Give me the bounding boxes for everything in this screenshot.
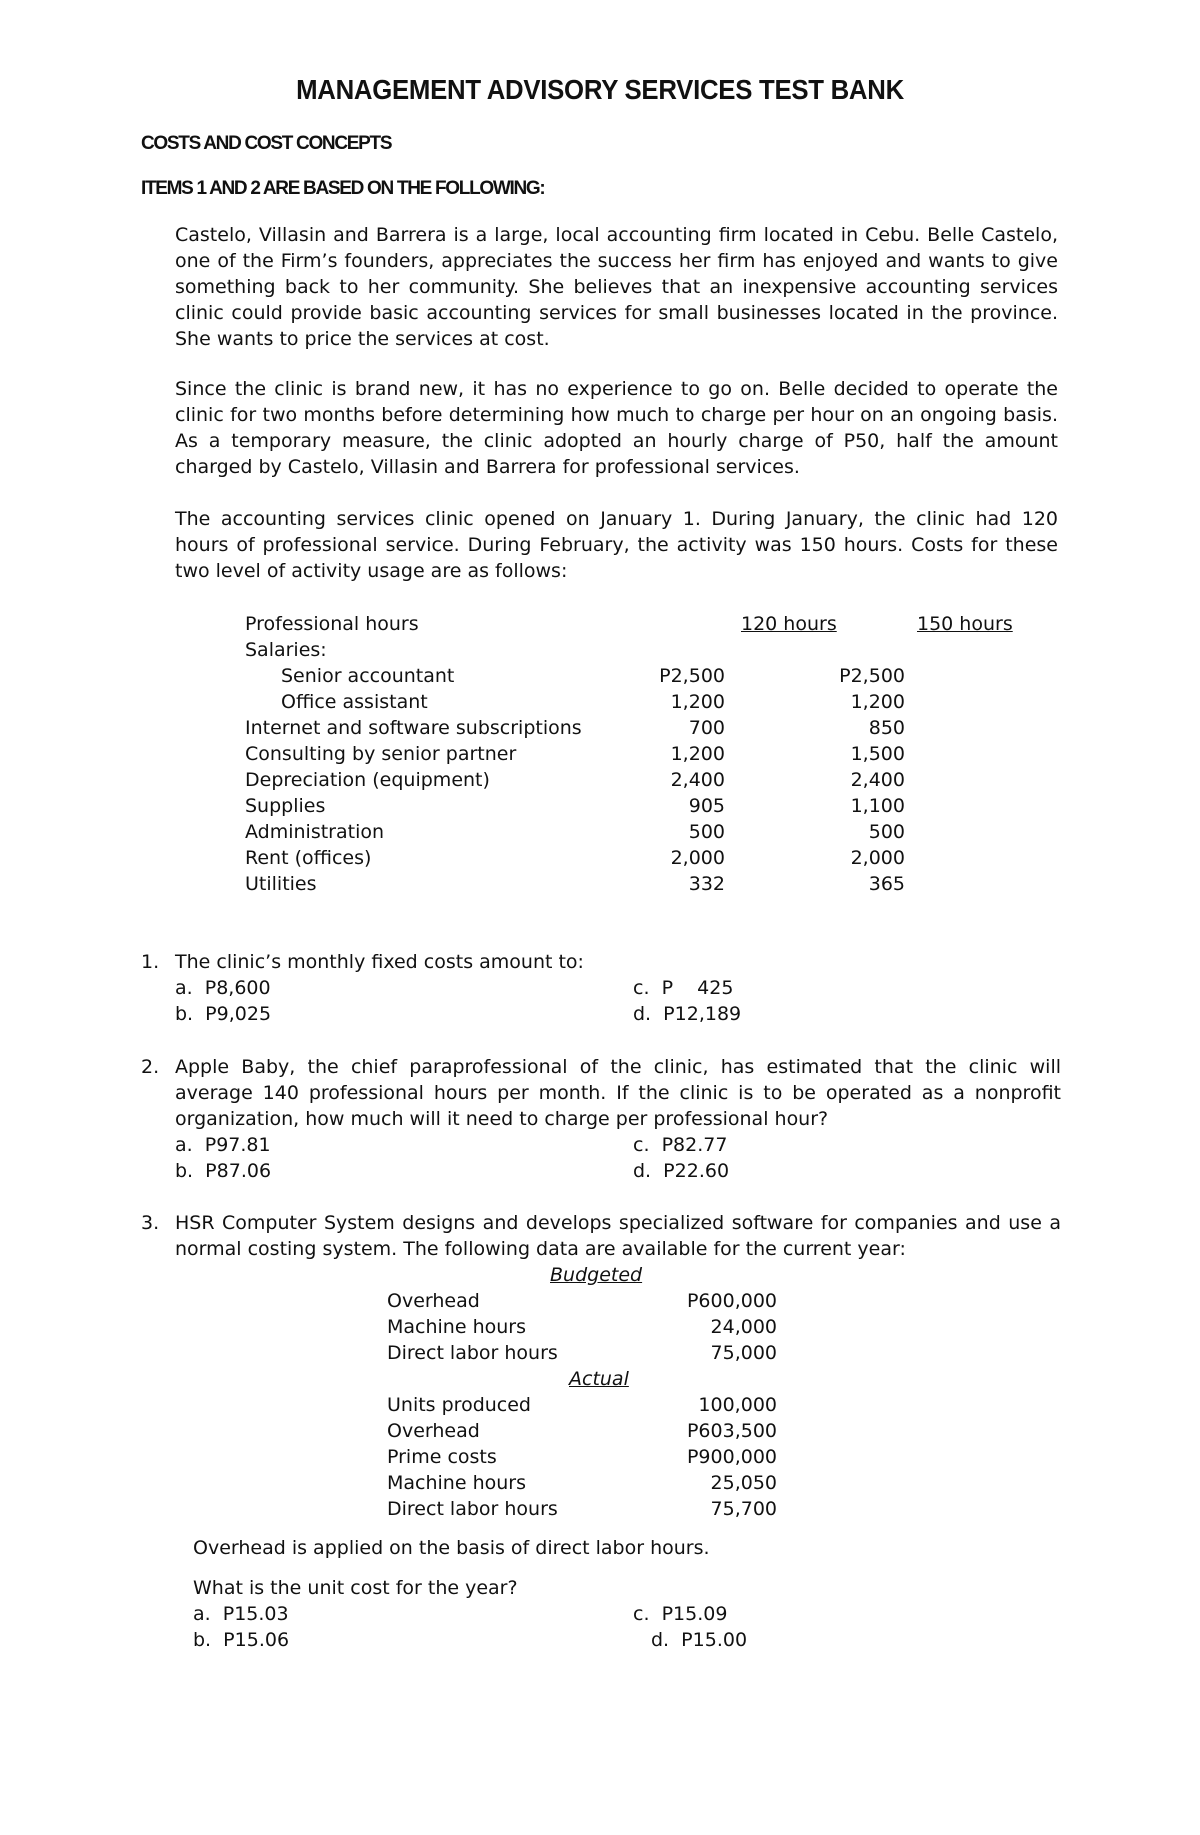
row-value-120: 905 [688,795,725,817]
row-value-120: 2,400 [670,769,725,791]
budgeted-table [387,1288,787,1366]
row-value-120: 1,200 [670,743,725,765]
row-value-150: P2,500 [839,665,905,687]
row-label: Overhead [387,1290,480,1312]
option-a: a. P15.03 [193,1603,289,1625]
row-value-120: 332 [688,873,725,895]
answer-options [193,1601,893,1653]
row-value-150: 1,100 [850,795,905,817]
row-value: 24,000 [710,1316,777,1338]
row-label: Overhead [387,1420,480,1442]
paragraph-1: Castelo, Villasin and Barrera is a large, local accounting firm located in Cebu. Belle Castelo, one of the Firm’s founders, appreciates the success her firm has enjoyed and wants to give something back to her community. She believes that an inexpensive accounting services clinic could provide basic accounting services for small businesses located in the province. She wants to price the services at cost. [175,224,1058,350]
table-row [245,845,1025,871]
table-row [245,689,1025,715]
question-number: 2. [141,1056,160,1078]
option-c: c. P15.09 [633,1603,728,1625]
option-b: b. P15.06 [193,1629,290,1651]
option-c: c. P 425 [633,977,734,999]
question-stem: Apple Baby, the chief paraprofessional of the clinic, has estimated that the clinic will average 140 professional hours per month. If the clinic is to be operated as a nonprofit organization, how much will it need to charge per professional hour? [175,1056,1061,1130]
salaries-label: Salaries: [245,639,327,661]
table-row [245,793,1025,819]
question-number: 1. [141,951,160,973]
row-label: Machine hours [387,1316,526,1338]
items-intro-heading: ITEMS 1 AND 2 ARE BASED ON THE FOLLOWING: [141,178,545,199]
table-row [245,819,1025,845]
row-label: Rent (offices) [245,847,372,869]
table-row [245,715,1025,741]
table-row [245,871,1025,897]
paragraph-2: Since the clinic is brand new, it has no experience to go on. Belle decided to operate the clinic for two months before determining how much to charge per hour on an ongoing basis. As a temporary measure, the clinic adopted an hourly charge of P50, half the amount charged by Castelo, Villasin and Barrera for professional services. [175,378,1058,478]
row-value-150: 2,000 [850,847,905,869]
row-value-120: 500 [688,821,725,843]
section-heading: COSTS AND COST CONCEPTS [141,133,392,154]
row-label: Direct labor hours [387,1342,558,1364]
col1-header: 120 hours [741,613,837,635]
option-d: d. P15.00 [651,1629,748,1651]
actual-heading: Actual [569,1368,629,1390]
question-prompt: What is the unit cost for the year? [193,1577,518,1599]
page-title: MANAGEMENT ADVISORY SERVICES TEST BANK [296,74,904,105]
row-value: P603,500 [686,1420,777,1442]
question-number: 3. [141,1212,160,1234]
table-row [387,1288,787,1314]
header-label: Professional hours [245,613,419,635]
question-stem: The clinic’s monthly fixed costs amount to: [175,951,584,973]
option-b: b. P87.06 [175,1160,272,1182]
row-value: 25,050 [710,1472,777,1494]
row-label: Depreciation (equipment) [245,769,490,791]
col2-header: 150 hours [917,613,1013,635]
row-value-150: 2,400 [850,769,905,791]
salaries-row [245,637,1025,663]
answer-options [175,1132,1061,1184]
option-b: b. P9,025 [175,1003,272,1025]
row-label: Consulting by senior partner [245,743,517,765]
table-row [387,1340,787,1366]
option-c: c. P82.77 [633,1134,728,1156]
question-2 [141,1054,1061,1184]
cost-table-header [245,611,1025,637]
row-value-150: 850 [868,717,905,739]
table-row [245,741,1025,767]
row-value-120: P2,500 [659,665,725,687]
overhead-note: Overhead is applied on the basis of direct labor hours. [193,1537,710,1559]
row-label: Prime costs [387,1446,497,1468]
option-a: a. P97.81 [175,1134,271,1156]
question-3 [141,1210,1061,1262]
row-value-150: 500 [868,821,905,843]
table-row [387,1444,787,1470]
option-d: d. P12,189 [633,1003,742,1025]
row-value-120: 700 [688,717,725,739]
row-value-150: 1,500 [850,743,905,765]
row-value-120: 1,200 [670,691,725,713]
question-stem: HSR Computer System designs and develops specialized software for companies and use a normal costing system. The following data are available for the current year: [175,1212,1061,1260]
row-value-150: 1,200 [850,691,905,713]
row-label: Office assistant [281,691,428,713]
table-row [387,1392,787,1418]
option-a: a. P8,600 [175,977,271,999]
row-value-150: 365 [868,873,905,895]
row-label: Senior accountant [281,665,455,687]
row-label: Direct labor hours [387,1498,558,1520]
table-row [387,1314,787,1340]
budgeted-heading: Budgeted [550,1264,643,1286]
table-row [387,1418,787,1444]
row-value-120: 2,000 [670,847,725,869]
answer-options [175,975,1061,1027]
row-label: Supplies [245,795,326,817]
row-label: Units produced [387,1394,531,1416]
row-value: 75,700 [710,1498,777,1520]
question-1 [141,949,1061,1027]
table-row [387,1470,787,1496]
table-row [245,663,1025,689]
actual-table [387,1392,787,1522]
row-value: P600,000 [686,1290,777,1312]
row-value: P900,000 [686,1446,777,1468]
paragraph-3: The accounting services clinic opened on January 1. During January, the clinic had 120 hours of professional service. During February, the activity was 150 hours. Costs for these two level of activity usage are as follows: [175,508,1058,582]
table-row [387,1496,787,1522]
row-value: 100,000 [698,1394,777,1416]
row-label: Internet and software subscriptions [245,717,582,739]
row-label: Machine hours [387,1472,526,1494]
cost-table [245,611,1025,897]
row-value: 75,000 [710,1342,777,1364]
option-d: d. P22.60 [633,1160,730,1182]
row-label: Utilities [245,873,317,895]
table-row [245,767,1025,793]
row-label: Administration [245,821,385,843]
